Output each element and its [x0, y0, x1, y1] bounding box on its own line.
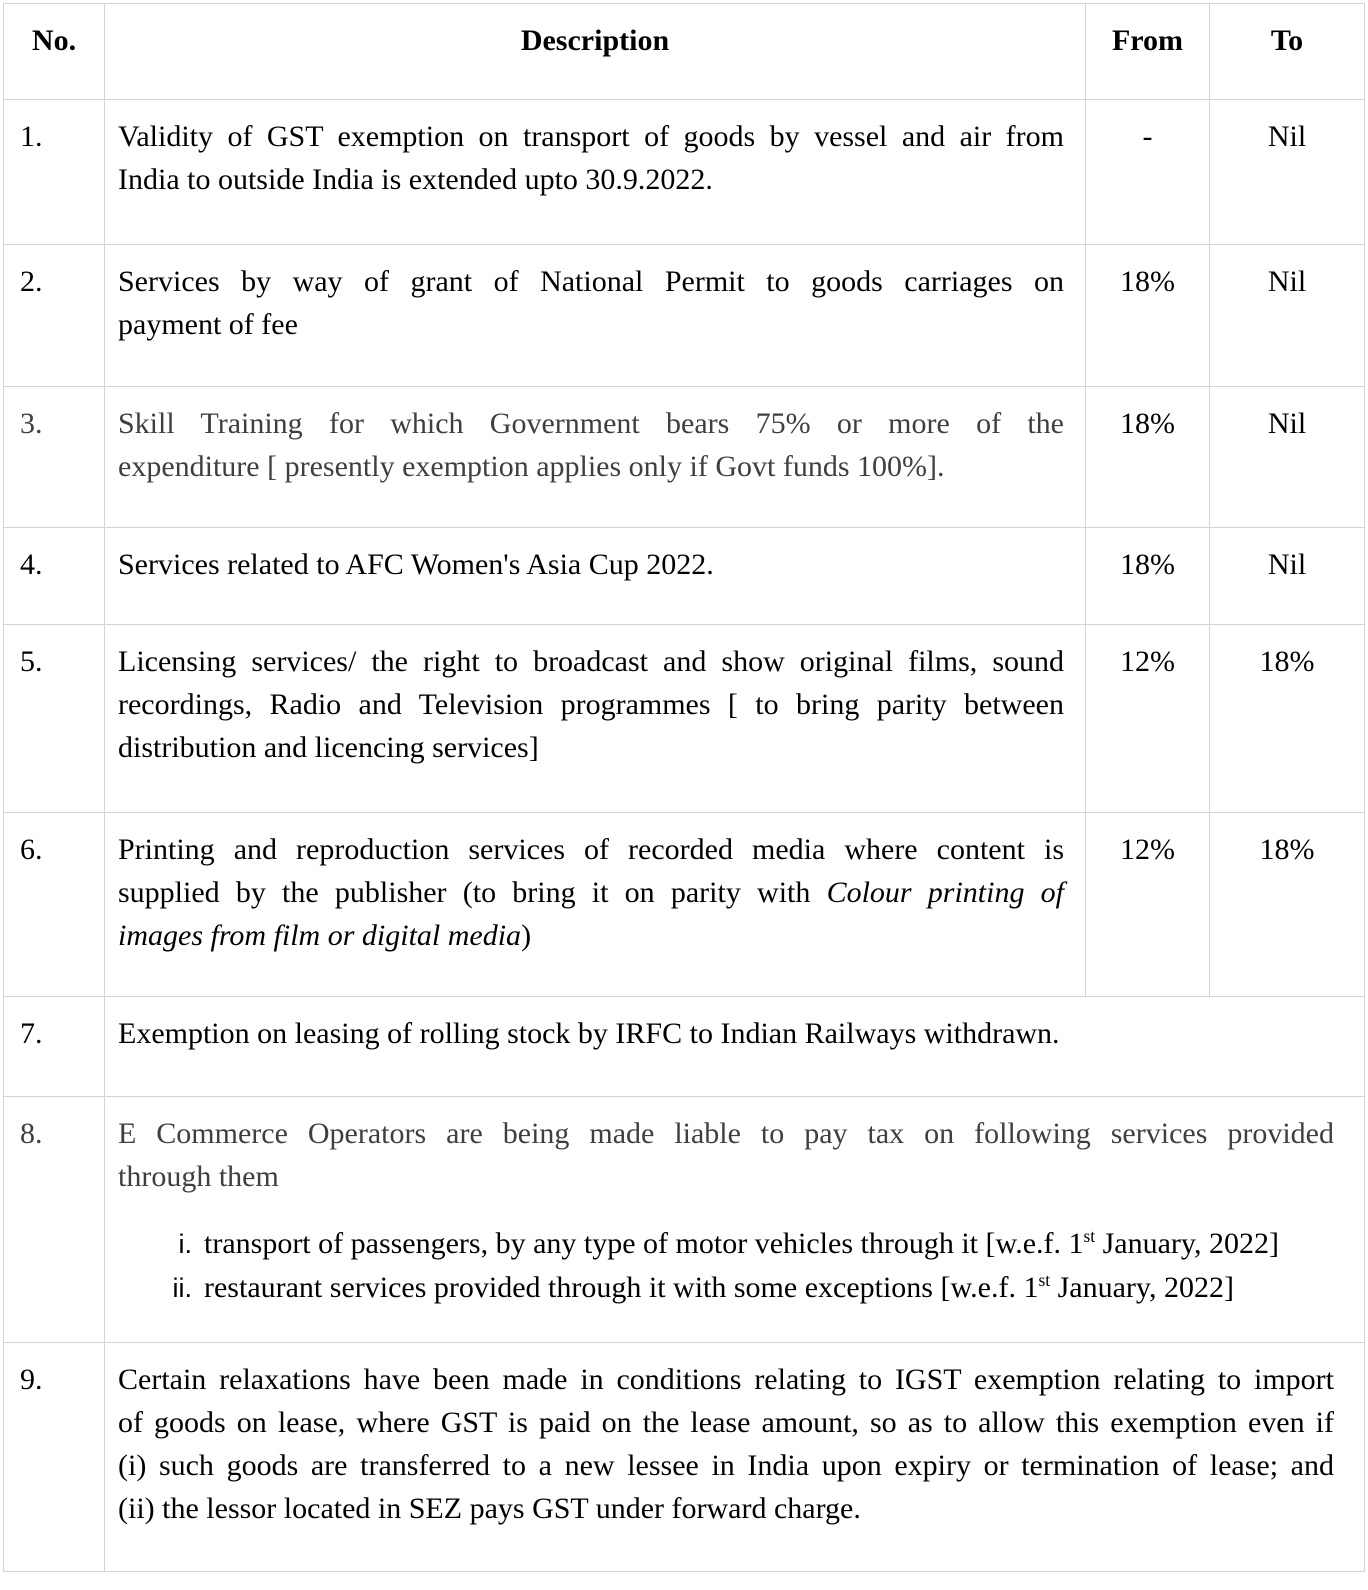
- description-line: distribution and licencing services]: [118, 731, 539, 764]
- to-value: Nil: [1210, 245, 1365, 387]
- from-value: -: [1086, 100, 1210, 245]
- description-cell: [105, 625, 1086, 813]
- description-cell: [105, 387, 1086, 528]
- from-value: 18%: [1086, 528, 1210, 625]
- row-number: 1.: [4, 100, 105, 245]
- italic-text: Colour printing of: [826, 876, 1064, 909]
- description-line: Licensing services/ the right to broadcast and show original films, sound: [118, 645, 1064, 678]
- ordinal-superscript: st: [1083, 1226, 1096, 1246]
- description-line: of goods on lease, where GST is paid on the lease amount, so as to allow this exemption even if: [118, 1406, 1334, 1439]
- description-cell: [105, 1097, 1365, 1343]
- table-row-6: [4, 813, 1365, 997]
- description-cell: [105, 997, 1365, 1097]
- list-item: [118, 1266, 1334, 1310]
- description-line: Exemption on leasing of rolling stock by IRFC to Indian Railways withdrawn.: [118, 1017, 1060, 1050]
- description-cell: [105, 100, 1086, 245]
- description-line: Validity of GST exemption on transport of goods by vessel and air from: [118, 120, 1064, 153]
- table-row-9: [4, 1343, 1365, 1572]
- row-number: 6.: [4, 813, 105, 997]
- table-row-5: [4, 625, 1365, 813]
- description-cell: [105, 813, 1086, 997]
- list-item-text: restaurant services provided through it with some exceptions [w.e.f. 1st January, 2022]: [204, 1270, 1234, 1304]
- description-line: recordings, Radio and Television programmes [ to bring parity between: [118, 688, 1064, 721]
- description-line: (i) such goods are transferred to a new lessee in India upon expiry or termination of lease; and: [118, 1449, 1334, 1482]
- to-value: Nil: [1210, 528, 1365, 625]
- header-no: No.: [4, 4, 105, 100]
- description-line: expenditure [ presently exemption applies only if Govt funds 100%].: [118, 450, 945, 483]
- italic-text: images from film or digital media: [118, 919, 522, 952]
- from-value: 12%: [1086, 625, 1210, 813]
- ecommerce-intro: [118, 1112, 1334, 1198]
- row-number: 7.: [4, 997, 105, 1097]
- description-cell: [105, 1343, 1365, 1572]
- description-line: images from film or digital media): [118, 919, 532, 952]
- description-line: supplied by the publisher (to bring it on parity with Colour printing of: [118, 876, 1064, 909]
- header-row: [4, 4, 1365, 100]
- from-value: 12%: [1086, 813, 1210, 997]
- table-row-1: [4, 100, 1365, 245]
- list-marker: i.: [178, 1229, 192, 1259]
- list-marker: ii.: [172, 1273, 192, 1303]
- header-to: To: [1210, 4, 1365, 100]
- list-item-text: transport of passengers, by any type of motor vehicles through it [w.e.f. 1st January, 2022]: [204, 1226, 1279, 1260]
- description-line: India to outside India is extended upto 30.9.2022.: [118, 163, 713, 196]
- row-number: 2.: [4, 245, 105, 387]
- description-line: Services by way of grant of National Permit to goods carriages on: [118, 265, 1064, 298]
- table-row-4: [4, 528, 1365, 625]
- description-line: Printing and reproduction services of recorded media where content is: [118, 833, 1064, 866]
- to-value: Nil: [1210, 387, 1365, 528]
- to-value: Nil: [1210, 100, 1365, 245]
- table-row-8: [4, 1097, 1365, 1343]
- description-line: through them: [118, 1160, 279, 1193]
- description-cell: [105, 245, 1086, 387]
- header-description: Description: [105, 4, 1086, 100]
- description-line: payment of fee: [118, 308, 298, 341]
- row-number: 8.: [4, 1097, 105, 1343]
- gst-rate-changes-table: [3, 3, 1365, 1572]
- description-line: Skill Training for which Government bears 75% or more of the: [118, 407, 1064, 440]
- description-cell: [105, 528, 1086, 625]
- description-line: Certain relaxations have been made in conditions relating to IGST exemption relating to import: [118, 1363, 1334, 1396]
- ordinal-superscript: st: [1038, 1270, 1051, 1290]
- description-line: E Commerce Operators are being made liable to pay tax on following services provided: [118, 1117, 1334, 1150]
- list-item: [118, 1222, 1334, 1266]
- to-value: 18%: [1210, 813, 1365, 997]
- table-row-3: [4, 387, 1365, 528]
- row-number: 9.: [4, 1343, 105, 1572]
- from-value: 18%: [1086, 387, 1210, 528]
- to-value: 18%: [1210, 625, 1365, 813]
- description-line: Services related to AFC Women's Asia Cup 2022.: [118, 548, 714, 581]
- description-line: (ii) the lessor located in SEZ pays GST under forward charge.: [118, 1492, 861, 1525]
- row-number: 5.: [4, 625, 105, 813]
- table-row-7: [4, 997, 1365, 1097]
- header-from: From: [1086, 4, 1210, 100]
- ecommerce-services-list: [118, 1222, 1334, 1310]
- row-number: 4.: [4, 528, 105, 625]
- row-number: 3.: [4, 387, 105, 528]
- from-value: 18%: [1086, 245, 1210, 387]
- table-row-2: [4, 245, 1365, 387]
